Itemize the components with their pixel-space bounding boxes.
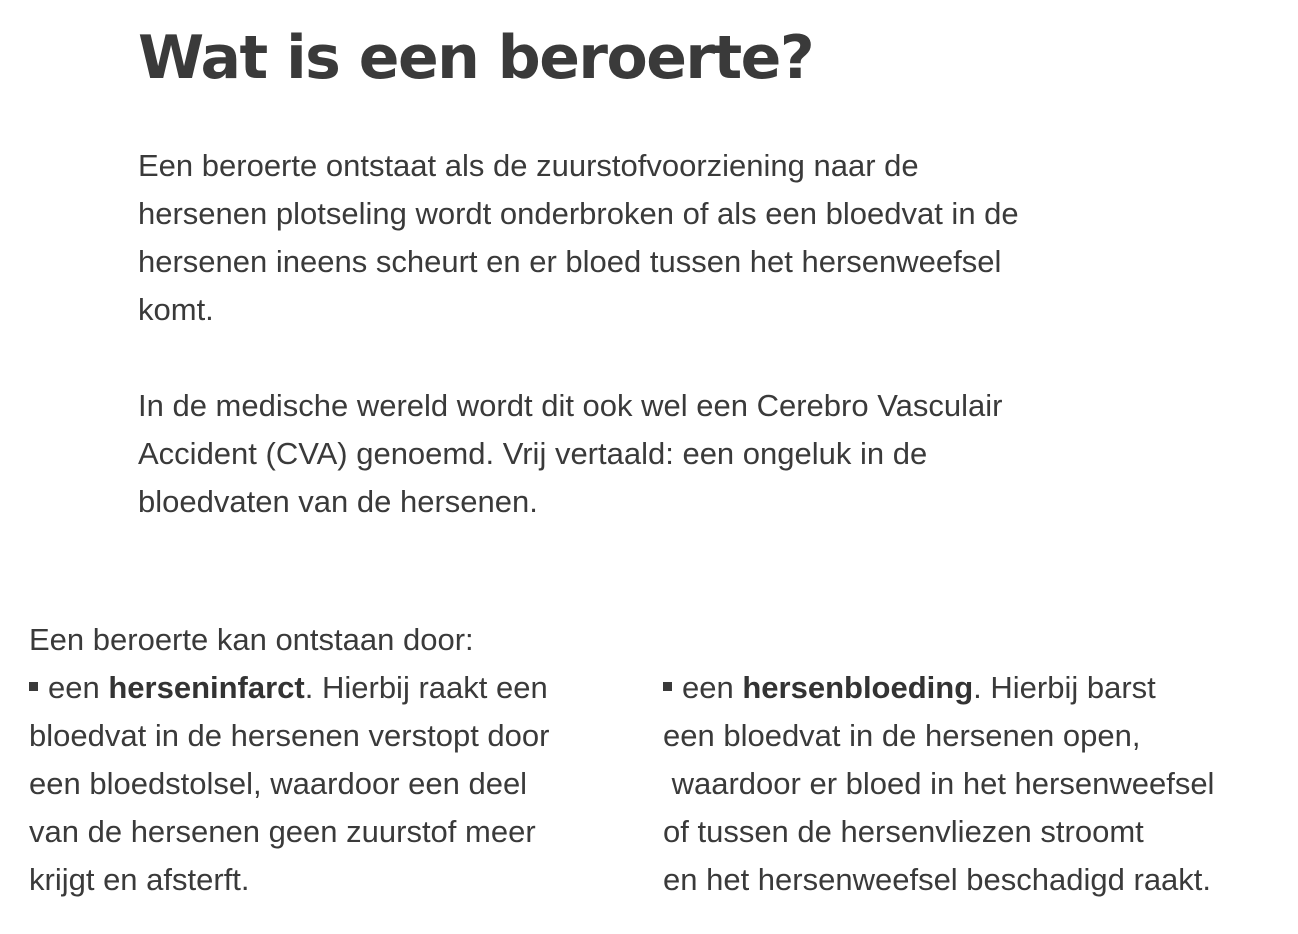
term-herseninfarct: herseninfarct — [108, 670, 305, 705]
bullet-prefix: een — [682, 670, 743, 705]
text-line: een bloedstolsel, waardoor een deel — [29, 766, 528, 801]
text-line: of tussen de hersenvliezen stroomt — [663, 814, 1144, 849]
bullet-rest: . Hierbij barst — [973, 670, 1156, 705]
causes-heading: Een beroerte kan ontstaan door: — [29, 622, 474, 657]
bullet-first-line — [29, 664, 639, 712]
causes-right-column — [663, 664, 1283, 904]
page-title: Wat is een beroerte? — [138, 23, 814, 93]
list-item-herseninfarct — [29, 664, 639, 904]
text-line: bloedvat in de hersenen verstopt door — [29, 718, 550, 753]
text-line: en het hersenweefsel beschadigd raakt. — [663, 862, 1212, 897]
bullet-rest: . Hierbij raakt een — [304, 670, 548, 705]
text-line: van de hersenen geen zuurstof meer — [29, 814, 536, 849]
intro-paragraph-definition — [138, 142, 1118, 334]
bullet-first-line — [663, 664, 1283, 712]
text-line: Accident (CVA) genoemd. Vrij vertaald: een ongeluk in de — [138, 436, 928, 471]
list-item-hersenbloeding — [663, 664, 1283, 904]
text-line: waardoor er bloed in het hersenweefsel — [663, 766, 1215, 801]
text-line: hersenen plotseling wordt onderbroken of als een bloedvat in de — [138, 196, 1019, 231]
intro-paragraph-cva — [138, 382, 1118, 526]
text-line: Een beroerte ontstaat als de zuurstofvoorziening naar de — [138, 148, 919, 183]
text-line: komt. — [138, 292, 214, 327]
text-line: hersenen ineens scheurt en er bloed tussen het hersenweefsel — [138, 244, 1002, 279]
term-hersenbloeding: hersenbloeding — [742, 670, 974, 705]
intro-section — [138, 142, 1118, 526]
text-line: In de medische wereld wordt dit ook wel een Cerebro Vasculair — [138, 388, 1003, 423]
causes-left-column — [29, 616, 639, 904]
text-line: bloedvaten van de hersenen. — [138, 484, 538, 519]
text-line: krijgt en afsterft. — [29, 862, 250, 897]
text-line: een bloedvat in de hersenen open, — [663, 718, 1141, 753]
bullet-prefix: een — [48, 670, 109, 705]
bullet-icon — [663, 682, 672, 691]
bullet-icon — [29, 682, 38, 691]
